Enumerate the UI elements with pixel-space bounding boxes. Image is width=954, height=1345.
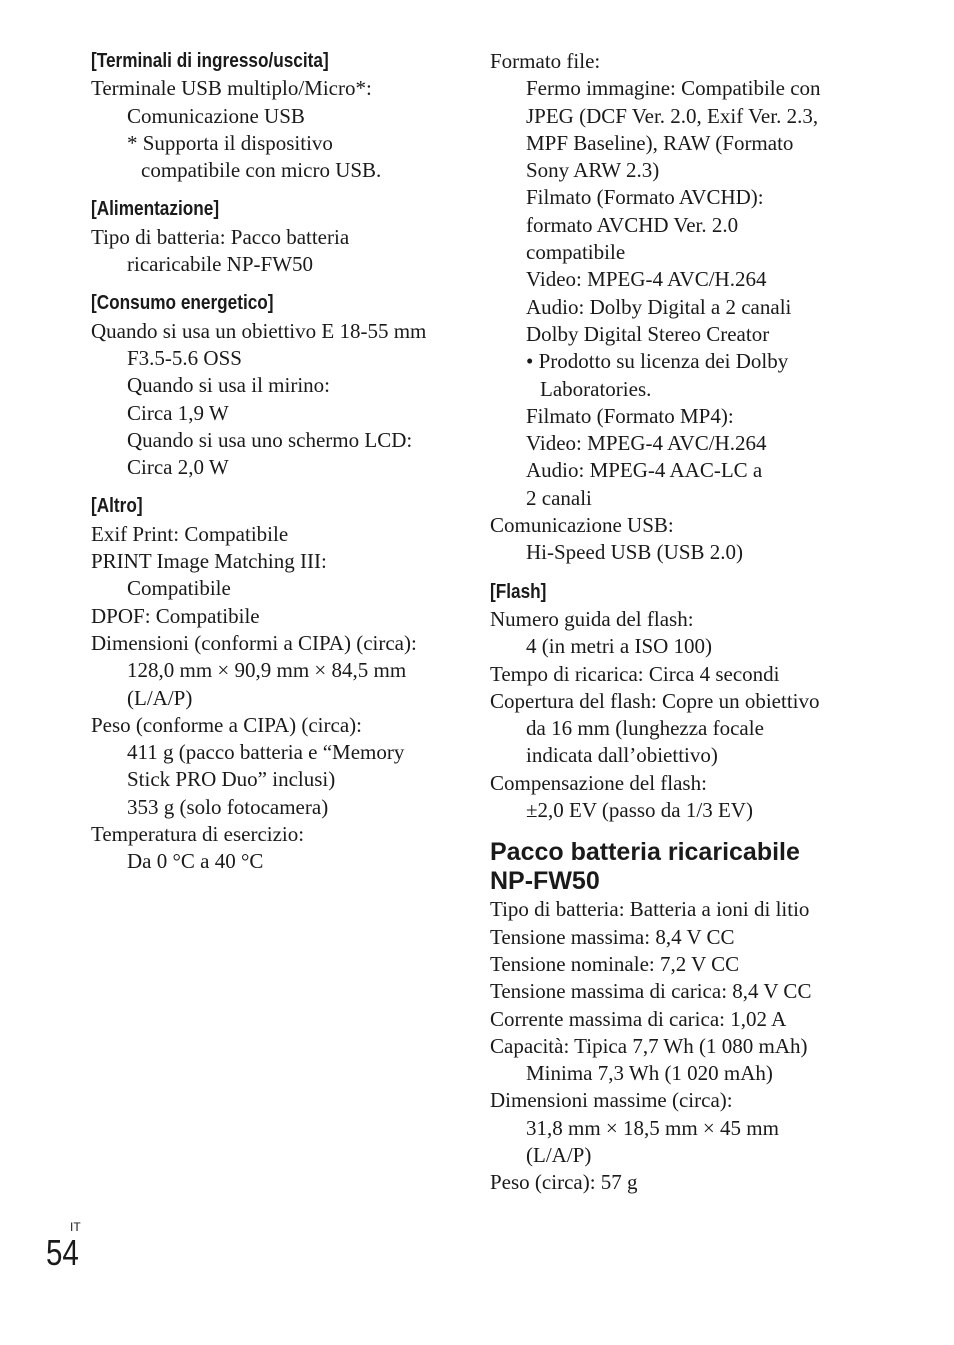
bullet-line: • Prodotto su licenza dei Dolby: [526, 349, 789, 374]
section-flash: [490, 579, 870, 825]
spec-line: Filmato (Formato AVCHD):: [526, 185, 764, 210]
spec-line: Exif Print: Compatibile: [91, 521, 289, 546]
spec-line: Quando si usa il mirino:: [127, 373, 330, 398]
spec-line: Dimensioni massime (circa):: [490, 1088, 733, 1113]
spec-line: Tempo di ricarica: Circa 4 secondi: [490, 661, 780, 686]
spec-line: Dimensioni (conformi a CIPA) (circa):: [91, 630, 417, 655]
section-heading: [Flash]: [490, 580, 547, 603]
footnote-line: compatibile con micro USB.: [141, 158, 382, 183]
spec-line: Copertura del flash: Copre un obiettivo: [490, 688, 820, 713]
section-consumo: [91, 290, 451, 481]
spec-line: Peso (conforme a CIPA) (circa):: [91, 712, 362, 737]
spec-line: Numero guida del flash:: [490, 606, 694, 631]
section-formato-file: [490, 48, 870, 567]
spec-line: ±2,0 EV (passo da 1/3 EV): [526, 798, 753, 823]
spec-line: da 16 mm (lunghezza focale: [526, 716, 764, 741]
spec-line: Tipo di batteria: Pacco batteria: [91, 224, 350, 249]
spec-line: PRINT Image Matching III:: [91, 549, 327, 574]
spec-line: Quando si usa un obiettivo E 18-55 mm: [91, 318, 427, 343]
spec-line: DPOF: Compatibile: [91, 603, 260, 628]
spec-line: Video: MPEG-4 AVC/H.264: [526, 431, 767, 456]
spec-line: Tensione massima di carica: 8,4 V CC: [490, 979, 812, 1004]
spec-line: 4 (in metri a ISO 100): [526, 634, 713, 659]
spec-line: Dolby Digital Stereo Creator: [526, 321, 770, 346]
language-code: IT: [70, 1220, 81, 1234]
spec-line: F3.5-5.6 OSS: [127, 345, 242, 370]
battery-heading-line-2: NP-FW50: [490, 867, 600, 896]
section-alimentazione: [91, 196, 451, 278]
battery-heading-line-1: Pacco batteria ricaricabile: [490, 838, 800, 867]
spec-line: JPEG (DCF Ver. 2.0, Exif Ver. 2.3,: [526, 103, 819, 128]
spec-line: Minima 7,3 Wh (1 020 mAh): [526, 1061, 773, 1086]
spec-line: formato AVCHD Ver. 2.0: [526, 212, 739, 237]
spec-line: Tipo di batteria: Batteria a ioni di litio: [490, 897, 810, 922]
bullet-line: Laboratories.: [540, 376, 652, 401]
left-column: [91, 48, 451, 876]
spec-line: Video: MPEG-4 AVC/H.264: [526, 267, 767, 292]
spec-line: Capacità: Tipica 7,7 Wh (1 080 mAh): [490, 1033, 808, 1058]
spec-line: Sony ARW 2.3): [526, 158, 660, 183]
spec-line: 411 g (pacco batteria e “Memory: [127, 740, 405, 765]
spec-line: Compatibile: [127, 576, 231, 601]
spec-line: 2 canali: [526, 485, 592, 510]
spec-line: compatibile: [526, 240, 626, 265]
spec-line: Compensazione del flash:: [490, 770, 707, 795]
section-heading: [Altro]: [91, 495, 143, 518]
section-heading: [Alimentazione]: [91, 198, 220, 221]
spec-line: ricaricabile NP-FW50: [127, 252, 314, 277]
section-battery: [490, 838, 870, 1196]
spec-line: Corrente massima di carica: 1,02 A: [490, 1006, 787, 1031]
spec-line: Temperatura di esercizio:: [91, 822, 305, 847]
spec-line: (L/A/P): [526, 1142, 592, 1167]
spec-line: Circa 2,0 W: [127, 455, 229, 480]
section-heading: [Consumo energetico]: [91, 292, 274, 315]
spec-line: Peso (circa): 57 g: [490, 1170, 638, 1195]
spec-line: Comunicazione USB:: [490, 513, 674, 538]
spec-line: Circa 1,9 W: [127, 400, 229, 425]
spec-line: Tensione massima: 8,4 V CC: [490, 924, 735, 949]
spec-line: Audio: Dolby Digital a 2 canali: [526, 294, 792, 319]
section-terminali: [91, 48, 451, 184]
spec-line: Tensione nominale: 7,2 V CC: [490, 951, 740, 976]
spec-line: MPF Baseline), RAW (Formato: [526, 130, 794, 155]
page-number: 54: [46, 1232, 79, 1273]
spec-line: Terminale USB multiplo/Micro*:: [91, 76, 372, 101]
spec-line: 128,0 mm × 90,9 mm × 84,5 mm: [127, 658, 407, 683]
spec-line: 31,8 mm × 18,5 mm × 45 mm: [526, 1115, 779, 1140]
spec-line: Filmato (Formato MP4):: [526, 403, 734, 428]
footnote-line: * Supporta il dispositivo: [127, 130, 333, 155]
spec-line: indicata dall’obiettivo): [526, 743, 718, 768]
spec-line: Audio: MPEG-4 AAC-LC a: [526, 458, 763, 483]
section-altro: [91, 493, 451, 875]
spec-line: Comunicazione USB: [127, 103, 305, 128]
spec-line: Fermo immagine: Compatibile con: [526, 76, 821, 101]
spec-line: Stick PRO Duo” inclusi): [127, 767, 336, 792]
spec-line: Da 0 °C a 40 °C: [127, 849, 264, 874]
spec-line: Formato file:: [490, 49, 601, 73]
section-heading: [Terminali di ingresso/uscita]: [91, 50, 329, 72]
spec-line: Quando si usa uno schermo LCD:: [127, 427, 413, 452]
spec-line: 353 g (solo fotocamera): [127, 794, 329, 819]
spec-line: Hi-Speed USB (USB 2.0): [526, 540, 744, 565]
right-column: [490, 48, 870, 1197]
spec-line: (L/A/P): [127, 685, 193, 710]
